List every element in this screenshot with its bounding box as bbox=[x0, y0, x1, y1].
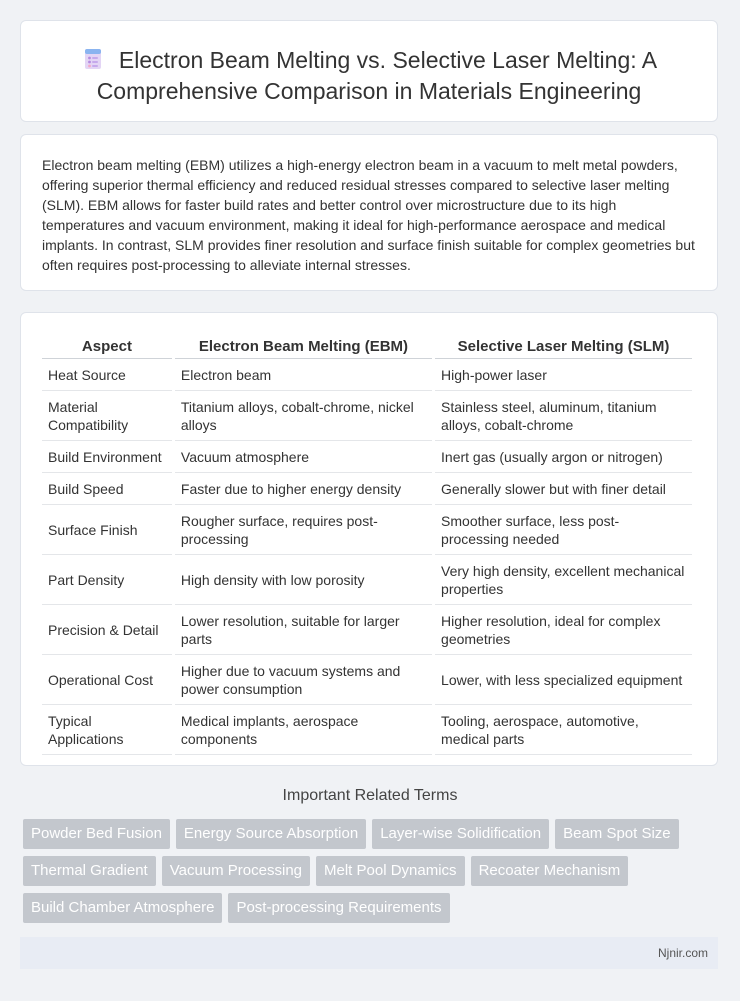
cell-ebm: Electron beam bbox=[175, 359, 432, 391]
comparison-table bbox=[39, 334, 695, 755]
page-title bbox=[21, 46, 717, 105]
cell-slm: High-power laser bbox=[435, 359, 692, 391]
term-tag[interactable]: Melt Pool Dynamics bbox=[316, 856, 465, 886]
footer bbox=[20, 937, 718, 969]
cell-slm: Very high density, excellent mechanical properties bbox=[435, 555, 692, 605]
term-tag[interactable]: Thermal Gradient bbox=[23, 856, 156, 886]
cell-aspect: Heat Source bbox=[42, 359, 172, 391]
table-row bbox=[42, 473, 692, 505]
cell-slm: Inert gas (usually argon or nitrogen) bbox=[435, 441, 692, 473]
header-ebm: Electron Beam Melting (EBM) bbox=[175, 334, 432, 359]
cell-slm: Smoother surface, less post-processing needed bbox=[435, 505, 692, 555]
term-tag[interactable]: Energy Source Absorption bbox=[176, 819, 366, 849]
cell-aspect: Build Environment bbox=[42, 441, 172, 473]
table-row bbox=[42, 441, 692, 473]
cell-aspect: Precision & Detail bbox=[42, 605, 172, 655]
cell-slm: Lower, with less specialized equipment bbox=[435, 655, 692, 705]
term-tag[interactable]: Powder Bed Fusion bbox=[23, 819, 170, 849]
intro-card bbox=[20, 134, 718, 291]
related-terms-heading: Important Related Terms bbox=[282, 787, 458, 804]
cell-slm: Generally slower but with finer detail bbox=[435, 473, 692, 505]
cell-slm: Tooling, aerospace, automotive, medical parts bbox=[435, 705, 692, 755]
title-text: Electron Beam Melting vs. Selective Laser Melting: A Comprehensive Comparison in Materials Engineering bbox=[96, 47, 658, 104]
term-tag[interactable]: Vacuum Processing bbox=[162, 856, 310, 886]
table-row bbox=[42, 555, 692, 605]
cell-aspect: Surface Finish bbox=[42, 505, 172, 555]
cell-ebm: Lower resolution, suitable for larger parts bbox=[175, 605, 432, 655]
cell-slm: Higher resolution, ideal for complex geometries bbox=[435, 605, 692, 655]
term-tag[interactable]: Beam Spot Size bbox=[555, 819, 679, 849]
cell-aspect: Material Compatibility bbox=[42, 391, 172, 441]
cell-ebm: Titanium alloys, cobalt-chrome, nickel alloys bbox=[175, 391, 432, 441]
table-row bbox=[42, 359, 692, 391]
cell-aspect: Part Density bbox=[42, 555, 172, 605]
cell-aspect: Build Speed bbox=[42, 473, 172, 505]
term-tag[interactable]: Post-processing Requirements bbox=[228, 893, 449, 923]
cell-ebm: Higher due to vacuum systems and power consumption bbox=[175, 655, 432, 705]
cell-ebm: Vacuum atmosphere bbox=[175, 441, 432, 473]
related-terms-list bbox=[23, 819, 723, 923]
intro-paragraph: Electron beam melting (EBM) utilizes a high-energy electron beam in a vacuum to melt metal powders, offering superior thermal efficiency and reduced residual stresses compared to selective laser melting (SLM). EBM allows for faster build rates and better control over microstructure due to its high temperatures and vacuum environment, making it ideal for high-performance aerospace and medical implants. In contrast, SLM provides finer resolution and surface finish suitable for complex geometries but often requires post-processing to alleviate internal stresses. bbox=[42, 157, 695, 273]
document-icon bbox=[81, 47, 105, 77]
cell-aspect: Operational Cost bbox=[42, 655, 172, 705]
table-row bbox=[42, 655, 692, 705]
cell-ebm: Rougher surface, requires post-processing bbox=[175, 505, 432, 555]
header-slm: Selective Laser Melting (SLM) bbox=[435, 334, 692, 359]
cell-slm: Stainless steel, aluminum, titanium alloys, cobalt-chrome bbox=[435, 391, 692, 441]
cell-aspect: Typical Applications bbox=[42, 705, 172, 755]
footer-source[interactable]: Njnir.com bbox=[657, 946, 708, 960]
table-row bbox=[42, 391, 692, 441]
term-tag[interactable]: Layer-wise Solidification bbox=[372, 819, 549, 849]
comparison-card bbox=[20, 312, 718, 766]
cell-ebm: High density with low porosity bbox=[175, 555, 432, 605]
table-row bbox=[42, 605, 692, 655]
title-card bbox=[20, 20, 718, 122]
term-tag[interactable]: Build Chamber Atmosphere bbox=[23, 893, 222, 923]
header-aspect: Aspect bbox=[42, 334, 172, 359]
term-tag[interactable]: Recoater Mechanism bbox=[471, 856, 629, 886]
cell-ebm: Medical implants, aerospace components bbox=[175, 705, 432, 755]
cell-ebm: Faster due to higher energy density bbox=[175, 473, 432, 505]
table-row bbox=[42, 705, 692, 755]
table-row bbox=[42, 505, 692, 555]
table-header-row bbox=[42, 334, 692, 359]
